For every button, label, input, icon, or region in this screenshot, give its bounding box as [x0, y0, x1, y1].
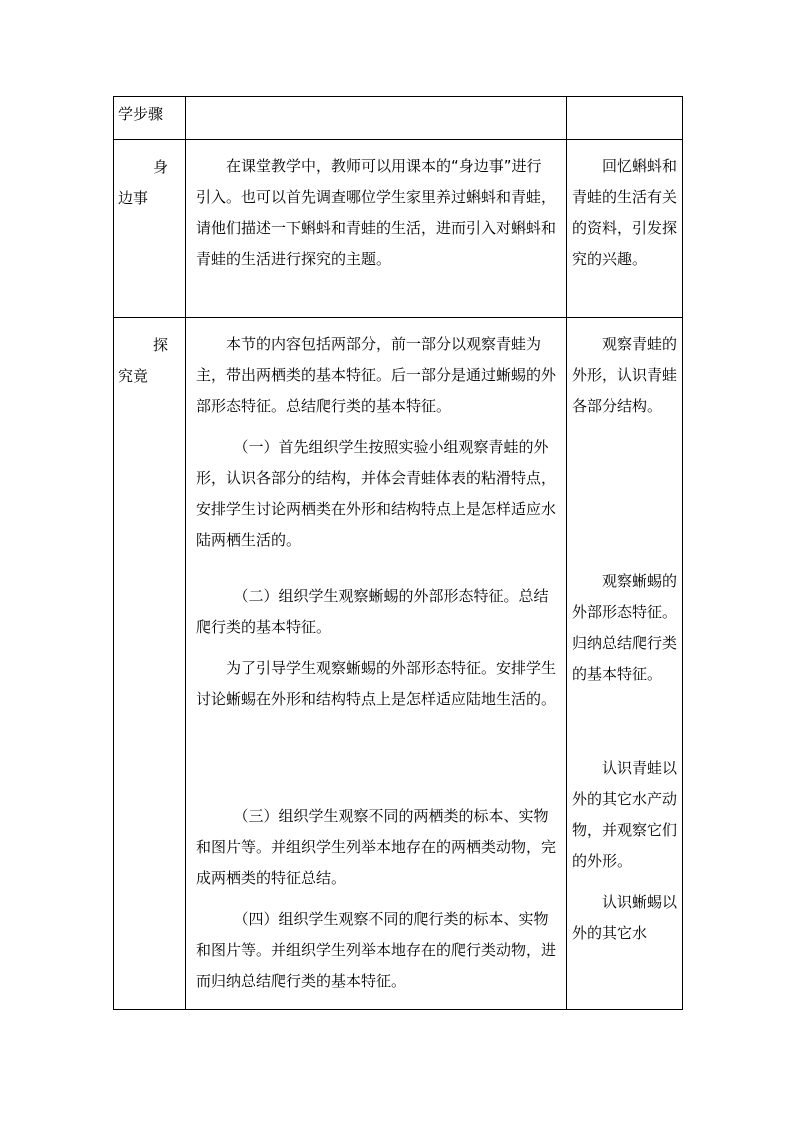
content-paragraph: （四）组织学生观察不同的爬行类的标本、实物和图片等。并组织学生列举本地存在的爬行类动物，进而归纳总结爬行类的基本特征。: [196, 910, 557, 990]
stage-label: [114, 140, 185, 214]
stage-label-line1: 探: [153, 336, 169, 354]
content-cell: [186, 140, 567, 318]
lesson-plan-table: [113, 96, 683, 1010]
table-header-row: [114, 97, 683, 140]
table-row: [114, 140, 683, 318]
header-stage-cell: [114, 97, 186, 140]
content-paragraph: 在课堂教学中，教师可以用课本的“身边事”进行引入。也可以首先调查哪位学生家里养过蝌蚪和青蛙，请他们描述一下蝌蚪和青蛙的生活，进而引入对蝌蚪和青蛙的生活进行探究的主题。: [196, 157, 557, 268]
stage-label-line2: 边事: [118, 189, 149, 207]
content-paragraph: （一）首先组织学生按照实验小组观察青蛙的外形，认识各部分的结构，并体会青蛙体表的粘滑特点，安排学生讨论两栖类在外形和结构特点上是怎样适应水陆两栖生活的。: [196, 438, 557, 549]
stage-label-line2: 究竟: [118, 367, 149, 385]
header-stage-label: 学步骤: [118, 105, 164, 123]
note-paragraph: 认识蜥蜴以外的其它水: [572, 893, 678, 942]
content-paragraph: （三）组织学生观察不同的两栖类的标本、实物和图片等。并组织学生列举本地存在的两栖类动物，完成两栖类的特征总结。: [196, 807, 557, 887]
content-paragraph: （二）组织学生观察蜥蜴的外部形态特征。总结爬行类的基本特征。: [196, 587, 549, 636]
content-cell: [186, 318, 567, 1010]
header-note-cell: [567, 97, 683, 140]
content-paragraph: 本节的内容包括两部分，前一部分以观察青蛙为主，带出两栖类的基本特征。后一部分是通过蜥蜴的外部形态特征。总结爬行类的基本特征。: [196, 335, 557, 415]
note-paragraph: 观察青蛙的外形，认识青蛙各部分结构。: [572, 335, 678, 415]
stage-label-line1: 身: [153, 158, 169, 176]
note-cell: [567, 140, 683, 318]
stage-cell: [114, 140, 186, 318]
note-paragraph: 认识青蛙以外的其它水产动物，并观察它们的外形。: [572, 759, 678, 870]
stage-cell: [114, 318, 186, 1010]
note-paragraph: 观察蜥蜴的外部形态特征。归纳总结爬行类的基本特征。: [572, 572, 678, 683]
table-row: [114, 318, 683, 1010]
stage-label: [114, 318, 185, 392]
note-cell: [567, 318, 683, 1010]
content-paragraph: 为了引导学生观察蜥蜴的外部形态特征。安排学生讨论蜥蜴在外形和结构特点上是怎样适应陆地生活的。: [196, 659, 557, 708]
header-content-cell: [186, 97, 567, 140]
note-paragraph: 回忆蝌蚪和青蛙的生活有关的资料，引发探究的兴趣。: [572, 157, 678, 268]
